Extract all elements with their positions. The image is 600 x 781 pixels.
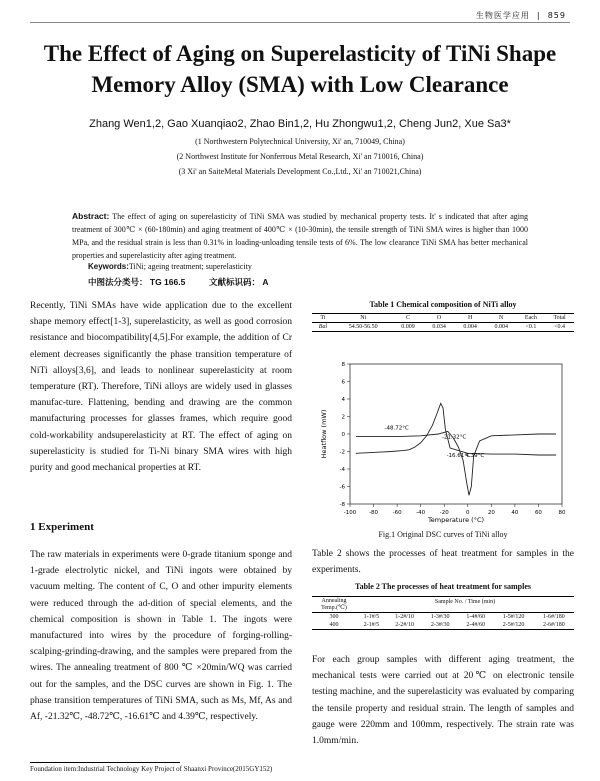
y-tick-label: -2 <box>339 449 345 456</box>
table2-row <box>312 621 574 630</box>
table2-cell: 2-1#/5 <box>356 621 387 630</box>
doc-code-label: 文献标识码： <box>208 277 260 287</box>
abstract <box>72 210 528 262</box>
table2 <box>312 596 574 630</box>
table2-cell: 2-3#/30 <box>422 621 458 630</box>
x-tick-label: -20 <box>439 510 449 516</box>
y-axis-label: Heatflow (mW) <box>320 409 328 459</box>
table1-cell: 0.004 <box>486 323 517 332</box>
section-heading: 1 Experiment <box>30 521 94 533</box>
table2-caption: Table 2 The processes of heat treatment for samples <box>355 582 531 591</box>
doc-code-value: A <box>262 277 269 287</box>
x-tick-label: 20 <box>487 510 495 516</box>
table2-cell: 1-5#/120 <box>502 614 525 620</box>
x-tick-label: 80 <box>558 510 566 516</box>
temperature-annotation: 4.39°C <box>465 452 485 459</box>
abstract-label: Abstract: <box>72 211 110 221</box>
x-tick-label: -40 <box>416 510 426 516</box>
table1-cell: 0.004 <box>455 323 486 332</box>
clc-label: 中图法分类号： <box>88 277 148 287</box>
figure1-caption: Fig.1 Original DSC curves of TiNi alloy <box>378 530 508 539</box>
table2-cell: 1-6#/180 <box>543 614 565 620</box>
table1-cell: 0.009 <box>392 323 423 332</box>
table2-cell: 2-2#/10 <box>387 621 423 630</box>
table2-row <box>312 613 574 622</box>
table2-cell: 1-2#/10 <box>395 614 414 620</box>
author-list: Zhang Wen1,2, Gao Xuanqiao2, Zhao Bin1,2, Hu Zhongwu1,2, Cheng Jun2, Xue Sa3* <box>89 118 511 130</box>
table1-row <box>312 323 574 332</box>
table1-cell: <0.4 <box>545 323 574 332</box>
methods-paragraph: For each group samples with different aging treatment, the mechanical tests were carried out at 20℃ on electronic tensile testing machine, and the superelasticity was evaluated by comparing the tensile property and residual strain. The length of samples and gauge were 220mm and 100mm, respectively. The strain rate was 1.0mm/min. <box>312 655 574 747</box>
table2-cell: 400 <box>312 621 356 630</box>
table1-header-row <box>312 314 574 323</box>
affiliation-2: (2 Northwest Institute for Nonferrous Metal Research, Xi' an 710016, China) <box>176 152 424 161</box>
temperature-annotation: -48.72°C <box>384 425 409 432</box>
table1-header: Each <box>517 314 545 323</box>
table1-header: Ni <box>334 314 393 323</box>
page-number: 859 <box>547 11 566 20</box>
paper-title: The Effect of Aging on Superelasticity of TiNi Shape Memory Alloy (SMA) with Low Clearance <box>43 41 557 97</box>
table1-header: N <box>486 314 517 323</box>
table1-caption: Table 1 Chemical composition of NiTi alloy <box>369 300 517 309</box>
table2-cell: 300 <box>329 614 339 620</box>
dsc-chart <box>312 358 574 526</box>
keywords-text: TiNi; ageing treatment; superelasticity <box>128 262 252 271</box>
keywords <box>88 262 252 271</box>
temperature-annotation: -16.61°C <box>446 452 471 459</box>
x-tick-label: -80 <box>369 510 379 516</box>
affiliation-1: (1 Northwestern Polytechnical University, Xi' an, 710049, China) <box>195 137 405 146</box>
footnote-rule <box>30 762 180 763</box>
footnote: Foundation item:Industrial Technology Key Project of Shaanxi Province(2015GY152) <box>30 765 273 773</box>
table2-cell: 1-3#/30 <box>430 614 450 620</box>
y-tick-label: 4 <box>341 397 345 403</box>
affiliation-3: (3 Xi' an SaiteMetal Materials Development Co.,Ltd., Xi' an 710021,China) <box>178 167 422 176</box>
experiment-paragraph: The raw materials in experiments were 0-grade titanium sponge and 1-grade electrolytic nickel, and TiNi ingots were obtained by vacuum melting. The content of C, O and other impurity elements were reduced through the ad-dition of special elements, and the chemical composition is shown in Table 1. The ingots were manufactured into wires by the procedure of forging-rolling-scalping-grinding-drawing, and the samples were prepared from the wires. The annealing treatment of 800 ℃ ×20min/WQ was carried out for the samples, and the DSC curves are shown in Fig. 1. The phase transition temperatures of TiNi SMA, such as Ms, Mf, As and Af, -21.32℃, -48.72℃, -16.61℃ and 4.39℃, respectively. <box>30 550 292 723</box>
running-header: 生物医学应用 | 859 <box>475 11 566 20</box>
x-tick-label: 40 <box>511 510 519 516</box>
table1-header: Ti <box>312 314 334 323</box>
table2-cell: 2-4#/60 <box>458 621 494 630</box>
table1-cell: 0.034 <box>424 323 455 332</box>
table1-cell: <0.1 <box>517 323 545 332</box>
table1-header: Total <box>545 314 574 323</box>
table1-header: H <box>455 314 486 323</box>
y-tick-label: -8 <box>339 502 345 508</box>
table1-cell: 54.50-56.50 <box>334 323 393 332</box>
x-tick-label: 60 <box>534 510 542 516</box>
table1-cell: Bal <box>312 323 334 332</box>
abstract-text: The effect of aging on superelasticity of TiNi SMA was studied by mechanical property tests. It' s indicated that after aging treatment of 300℃ × (60-180min) and aging treatment of 400℃ × (10-30min), the tensile strength of TiNi SMA wires is higher than 1000 MPa, and the residual strain is less than 0.31% in loading-unloading tensile tests of 6%. The low clearance TiNi SMA has better mechanical properties and superelasticity after aging treatment. <box>72 212 528 260</box>
temperature-annotation: -21.32°C <box>441 434 467 441</box>
clc-value: TG 166.5 <box>149 277 186 287</box>
y-tick-label: 6 <box>341 379 345 386</box>
table2-intro-paragraph: Table 2 shows the processes of heat treatment for samples in the experiments. <box>312 549 574 576</box>
table2-cell: 2-5#/120 <box>493 621 533 630</box>
classification-line <box>88 276 268 288</box>
table2-cell: 2-6#/180 <box>534 621 574 630</box>
table2-cell: 1-1#/5 <box>363 614 380 620</box>
y-tick-label: -6 <box>339 484 345 491</box>
x-tick-label: 0 <box>466 510 470 516</box>
intro-paragraph: Recently, TiNi SMAs have wide application due to the excellent shape memory effect[1-3], superelasticity, as well as good corrosion resistance and biocompatibility[4,5].For example, the addition of Cr element decreases significantly the phase transition temperature of NiTi alloys[3,6], and leads to nonlinear superelasticity at room temperature (RT). Therefore, TiNi alloys are widely used in glasses manufac-ture. Flattening, bending and drawing are the common manufacturing processes for glasses frames, which require good cold-workability andsuperelasticity at RT. The effect of aging on superelasticity is studied for Ti-Ni binary SMA wires with high purity and good mechanical properties at RT. <box>30 301 292 474</box>
y-tick-label: 0 <box>341 432 345 438</box>
x-axis-label: Temperature (°C) <box>427 516 485 524</box>
y-tick-label: 2 <box>341 414 345 421</box>
x-tick-label: -100 <box>343 510 357 516</box>
table2-cell: 1-4#/60 <box>466 614 486 620</box>
y-tick-label: 8 <box>341 362 345 368</box>
table2-header-row <box>312 597 574 607</box>
table2-span-head: Sample No. / Time (min) <box>356 597 574 607</box>
y-tick-label: -4 <box>339 467 345 473</box>
series-line-heating <box>356 431 556 495</box>
table1-header: O <box>424 314 455 323</box>
keywords-label: Keywords: <box>88 262 129 271</box>
table1 <box>312 313 574 332</box>
header-rule <box>30 22 570 23</box>
table1-header: C <box>392 314 423 323</box>
table2-col-head: Annealing Temp.(℃) <box>312 597 356 613</box>
journal-name: 生物医学应用 <box>475 11 530 20</box>
x-tick-label: -60 <box>392 510 402 516</box>
